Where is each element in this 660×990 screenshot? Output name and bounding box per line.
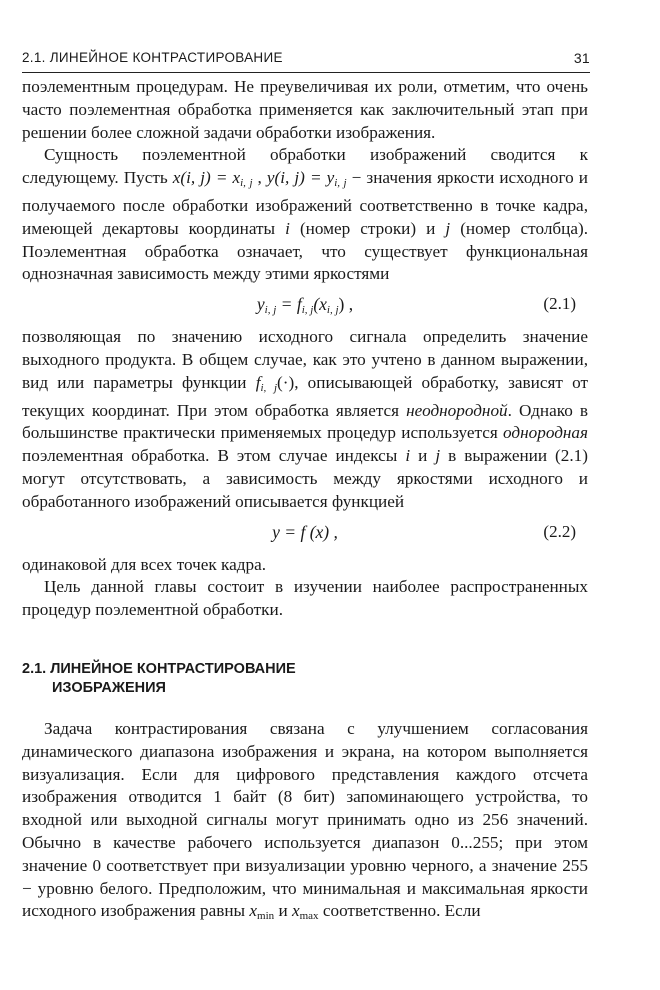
var-i: i (285, 218, 290, 238)
p3-text-d: поэлементная обработка. В этом случае индексы (22, 446, 406, 466)
p2-text-c: (номер строки) и (289, 218, 446, 238)
equation-2-1-body (22, 293, 588, 322)
eq1-tail: ) , (338, 294, 354, 315)
p6-and: и (274, 901, 292, 921)
p3-text-f: в выражении (2.1) могут отсутствовать, а зависимость между яркостями исходного и обработанного изображений описывается функцией (22, 446, 588, 511)
eq1-x-sub: i, j (326, 304, 339, 317)
x-max: x (291, 901, 300, 921)
paragraph-3 (22, 326, 588, 513)
paragraph-5: Цель данной главы состоит в изучении наиболее распространенных процедур поэлементной обработки. (22, 577, 588, 620)
running-header (22, 50, 590, 68)
func-f-arg: (·) (277, 372, 295, 392)
paragraph-4: одинаковой для всех точек кадра. (22, 554, 267, 574)
equation-2-2-body: y = f (x) , (272, 521, 338, 542)
p6-text-a: Задача контрастирования связана с улучшением согласования динамического диапазона изображения и экрана, на котором выполняется визуализация. Если для цифрового представления каждого отсчета изображения отводится 1 байт (8 бит) запоминающего устройства, то входной или выходной сигналы могут принимать одно из 256 значений. Обычно в качестве рабочего используется диапазон 0...255; при этом значение 0 соответствует при визуализации уровню черного, а значение 255 − уровню белого. Предположим, что минимальная и максимальная яркости исходного изображения равны (22, 718, 588, 921)
eq1-x: (x (313, 294, 327, 315)
p3-var-j: j (435, 446, 441, 466)
x-min: x (249, 901, 258, 921)
section-heading-line2: ИЗОБРАЖЕНИЯ (52, 679, 166, 696)
var-j: j (445, 218, 451, 238)
p2-sep: , (252, 168, 267, 188)
paragraph-1: поэлементным процедурам. Не преувеличивая их роли, отметим, что очень часто поэлементная обработка применяется как заключительный этап при решении более сложной задачи обработки изображения. (22, 77, 588, 142)
paragraph-2 (22, 144, 588, 286)
p2-text-b: − значения яркости исходного и получаемого после обработки изображений соответственно в точке кадра, имеющей декартовы координаты (22, 168, 588, 238)
x-max-sub: max (299, 910, 319, 923)
emphasis-uniform: однородная (503, 423, 588, 443)
y-lhs: y(i, j) = y (266, 168, 335, 188)
equation-2-1-number: (2.1) (543, 294, 576, 314)
p3-text-b: , описывающей обработку, зависят от текущих координат. При этом обработка является (22, 372, 588, 420)
equation-2-1 (22, 290, 588, 320)
x-min-sub: min (257, 910, 275, 923)
eq1-f: = f (276, 294, 302, 315)
p3-text-c: . Однако в большинстве практически применяемых процедур используется (22, 400, 588, 443)
p3-var-i: i (405, 446, 411, 466)
func-f-sub: i, j (260, 381, 278, 394)
section-heading-line1: 2.1. ЛИНЕЙНОЕ КОНТРАСТИРОВАНИЕ (22, 660, 296, 677)
x-subscript: i, j (240, 177, 253, 190)
equation-2-2 (22, 518, 588, 548)
header-title: 2.1. ЛИНЕЙНОЕ КОНТРАСТИРОВАНИЕ (22, 50, 283, 65)
p6-text-b: соответственно. Если (318, 901, 481, 921)
p3-text-e: и (410, 446, 436, 466)
emphasis-nonuniform: неоднородной (406, 400, 508, 420)
section-heading (22, 660, 588, 698)
func-f: f (255, 372, 261, 392)
x-definition (172, 168, 253, 190)
header-rule (22, 72, 590, 73)
y-definition (266, 168, 347, 190)
y-subscript: i, j (334, 177, 347, 190)
page-body (22, 76, 588, 928)
eq1-y: y (256, 294, 265, 315)
equation-2-2-number: (2.2) (543, 521, 576, 541)
p2-text-a: Сущность поэлементной обработки изображений сводится к следующему. Пусть (22, 145, 588, 188)
x-lhs: x(i, j) = x (172, 168, 241, 188)
eq1-y-sub: i, j (264, 304, 277, 317)
paragraph-6 (22, 718, 588, 928)
p2-text-d: (номер столбца). Поэлементная обработка означает, что существует функциональная однозначная зависимость между этими яркостями (22, 218, 588, 284)
p3-text-a: позволяющая по значению исходного сигнала определить значение выходного продукта. В общем случае, как это учтено в данном выражении, вид или параметры функции (22, 327, 588, 392)
eq1-f-sub: i, j (301, 304, 314, 317)
page-number: 31 (573, 50, 590, 66)
